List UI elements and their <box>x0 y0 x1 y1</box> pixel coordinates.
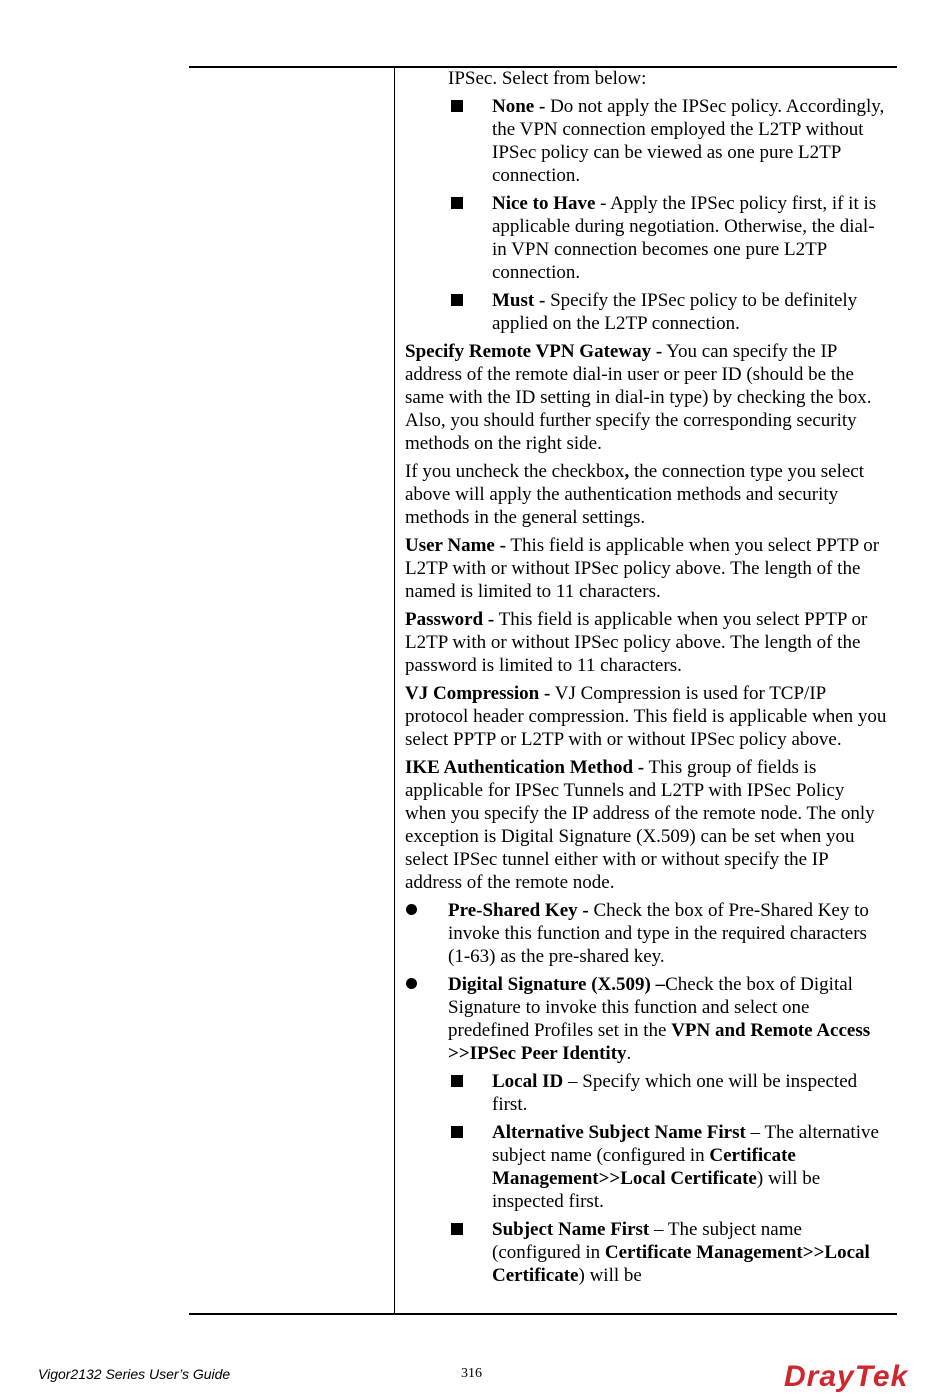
list-item: Nice to Have - Apply the IPSec policy first, if it is applicable during negotiation. Otherwise, the dial-in VPN connection becomes one pure L2TP connection. <box>405 192 889 284</box>
list-item: Local ID – Specify which one will be inspected first. <box>405 1070 889 1116</box>
user-name-paragraph: User Name - This field is applicable when you select PPTP or L2TP with or without IPSec policy above. The length of the named is limited to 11 characters. <box>405 535 880 602</box>
square-bullet-icon <box>451 100 463 112</box>
logo-dray: Dray <box>784 1360 855 1393</box>
guide-title: Vigor2132 Series User’s Guide <box>38 1366 231 1382</box>
list-item: None - Do not apply the IPSec policy. Accordingly, the VPN connection employed the L2TP without IPSec policy can be viewed as one pure L2TP connection. <box>405 95 889 187</box>
vj-compression-paragraph: VJ Compression - VJ Compression is used for TCP/IP protocol header compression. This field is applicable when you select PPTP or L2TP with or without IPSec policy above. <box>405 683 887 750</box>
round-bullet-icon <box>406 904 417 915</box>
square-bullet-icon <box>451 197 463 209</box>
list-item: Must - Specify the IPSec policy to be definitely applied on the L2TP connection. <box>405 289 889 335</box>
remote-gateway-paragraph: Specify Remote VPN Gateway - You can specify the IP address of the remote dial-in user or peer ID (should be the same with the ID setting in dial-in type) by checking the box. Also, you should further specify the corresponding security methods on the right side. <box>405 341 872 454</box>
table-column-divider <box>394 67 395 1314</box>
description-column <box>405 67 889 1292</box>
list-item: Alternative Subject Name First – The alternative subject name (configured in Certificate Management>>Local Certificate) will be inspected first. <box>405 1121 889 1213</box>
square-bullet-icon <box>451 294 463 306</box>
ike-paragraph: IKE Authentication Method - This group of fields is applicable for IPSec Tunnels and L2TP with IPSec Policy when you specify the IP address of the remote node. The only exception is Digital Signature (X.509) can be set when you select IPSec tunnel either with or without specify the IP address of the remote node. <box>405 757 875 893</box>
table-bottom-rule <box>189 1313 897 1315</box>
password-paragraph: Password - This field is applicable when you select PPTP or L2TP with or without IPSec policy above. The length of the password is limited to 11 characters. <box>405 609 868 676</box>
round-bullet-icon <box>406 978 417 989</box>
square-bullet-icon <box>451 1223 463 1235</box>
square-bullet-icon <box>451 1075 463 1087</box>
logo-tek: Tek <box>854 1360 909 1393</box>
list-item: Digital Signature (X.509) –Check the box of Digital Signature to invoke this function and select one predefined Profiles set in the VPN and Remote Access >>IPSec Peer Identity. <box>405 973 889 1065</box>
intro-text: IPSec. Select from below: <box>448 68 647 89</box>
square-bullet-icon <box>451 1126 463 1138</box>
uncheck-paragraph: If you uncheck the checkbox, the connection type you select above will apply the authentication methods and security methods in the general settings. <box>405 461 865 528</box>
page-number: 316 <box>461 1366 482 1381</box>
list-item: Pre-Shared Key - Check the box of Pre-Shared Key to invoke this function and type in the required characters (1-63) as the pre-shared key. <box>405 899 889 968</box>
list-item: Subject Name First – The subject name (configured in Certificate Management>>Local Certificate) will be <box>405 1218 889 1287</box>
draytek-logo <box>784 1360 908 1394</box>
